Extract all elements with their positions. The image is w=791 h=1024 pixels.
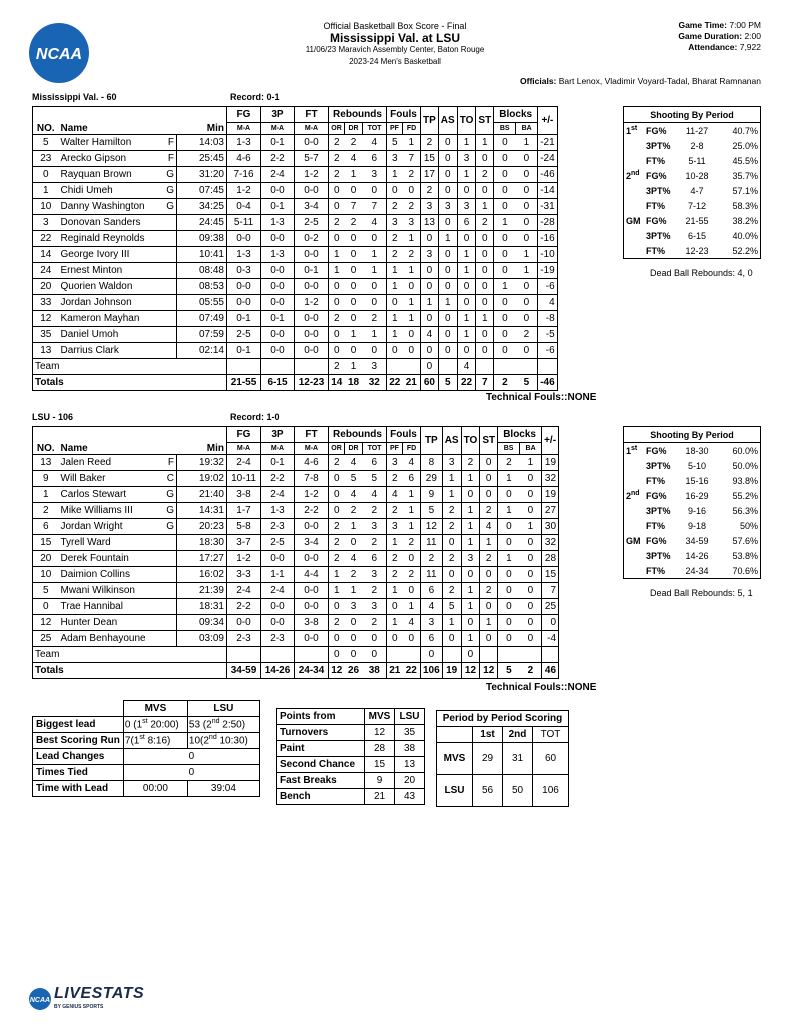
col-fg: FG [227,427,261,443]
game-venue: 11/06/23 Maravich Assembly Center, Baton Rouge [305,45,485,54]
report-type: Official Basketball Box Score - Final [323,21,467,31]
player-minutes: 21:40 [177,487,227,503]
team2-box-score: FG 3P FT Rebounds Fouls TP AS TO ST Blocks +/- NO. Name Min M-A M-A M-A OR DR TOT PF FD BS BA 13 Jalen Reed F 19:32 2-4 0-1 4-6 2 4 6 3 4 8 3 2 0 2 1 19 9 Will Baker C 19:02 10-11 2-2 7-8 0 5 5 2 6 29 1 1 0 1 0 32 1 Carlos Stewart G 21:40 3-8 2-4 1-2 0 4 4 4 1 9 1 0 0 0 0 19 2 Mike Williams III G 14:31 1-7 1-3 2-2 0 2 2 2 1 5 2 1 2 1 0 27 6 Jordan Wright G 20:23 5-8 2-3 0-0 2 1 3 3 1 12 2 1 4 0 1 30 15 Tyrell Ward 18:30 3-7 2-5 3-4 2 0 2 1 2 11 0 1 1 0 0 32 20 Derek Fountain 17:27 1-2 0-0 0-0 2 4 6 2 0 2 2 3 2 1 0 28 10 Daimion Collins 16:02 3-3 1-1 4-4 1 2 3 2 2 11 0 0 0 0 0 15 5 Mwani Wilkinson 21:39 2-4 2-4 0-0 1 1 2 1 0 6 2 1 2 0 0 7 0 Trae Hannibal 18:31 2-2 0-0 0-0 0 3 3 0 1 4 5 1 0 0 0 25 12 Hunter Dean 09:34 0-0 0-0 3-8 2 0 2 1 4 3 1 0 1 0 0 0 25 Adam Benhayoune 03:09 2-3 2-3 0-0 0 0 0 0 0 6 0 1 0 0 0 -4 Team 0 0 0 0 0 Totals 34-59 14-26 24-34 12 26 38 21 22 106 19 12 12 5 2 46 [32,426,559,679]
ncaa-logo-text: NCAA [35,46,83,63]
player-row: 12 Hunter Dean 09:34 0-0 0-0 3-8 2 0 2 1 4 3 1 0 1 0 0 0 [33,615,559,631]
period-shooting-row: 3PT% 2-8 25.0% [646,140,758,151]
player-name: Daimion Collins [59,567,177,583]
player-row: 24 Ernest Minton 08:48 0-3 0-0 0-1 1 0 1 1 1 0 0 1 0 0 1 -19 [33,263,558,279]
player-row: 12 Kameron Mayhan 07:49 0-1 0-1 0-0 2 0 2 1 1 0 0 1 1 0 0 -8 [33,311,558,327]
team1-technical-fouls: Technical Fouls::NONE [486,392,597,403]
player-minutes: 02:14 [177,343,227,359]
team1-dead-ball-rebounds: Dead Ball Rebounds: 4, 0 [650,268,753,278]
col-min: Min [177,123,227,135]
player-name: Kameron Mayhan [59,311,177,327]
col-fg: FG [227,107,261,123]
svg-text:NCAA: NCAA [29,997,51,1004]
col-name: Name [59,443,177,455]
col-min: Min [177,443,227,455]
totals-row: Totals 21-55 6-15 12-23 14 18 32 22 21 60 5 22 7 2 5 -46 [33,375,558,391]
player-position: G [166,521,174,532]
team1-box-score: FG 3P FT Rebounds Fouls TP AS TO ST Blocks +/- NO. Name Min M-A M-A M-A OR DR TOT PF FD BS BA 5 Walter Hamilton F 14:03 1-3 0-1 0-0 2 2 4 5 1 2 0 1 1 0 1 -21 23 Arecko Gipson F 25:45 4-6 2-2 5-7 2 4 6 3 7 15 0 3 0 0 0 -24 0 Rayquan Brown G 31:20 7-16 2-4 1-2 2 1 3 1 2 17 0 1 2 0 0 -46 1 Chidi Umeh G 07:45 1-2 0-0 0-0 0 0 0 0 0 2 0 0 0 0 0 -14 10 Danny Washington G 34:25 0-4 0-1 3-4 0 7 7 2 2 3 3 3 1 0 0 -31 3 Donovan Sanders 24:45 5-11 1-3 2-5 2 2 4 3 3 13 0 6 2 1 0 -28 22 Reginald Reynolds 09:38 0-0 0-0 0-2 0 0 0 2 1 0 1 0 0 0 0 -16 14 George Ivory III 10:41 1-3 1-3 0-0 1 0 1 2 2 3 0 1 0 0 1 -10 24 Ernest Minton 08:48 0-3 0-0 0-1 1 0 1 1 1 0 0 1 0 0 1 -19 20 Quorien Waldon 08:53 0-0 0-0 0-0 0 0 0 1 0 0 0 0 0 1 0 -6 33 Jordan Johnson 05:55 0-0 0-0 1-2 0 0 0 0 1 1 1 0 0 0 0 4 12 Kameron Mayhan 07:49 0-1 0-1 0-0 2 0 2 1 1 0 0 1 1 0 0 -8 35 Daniel Umoh 07:59 2-5 0-0 0-0 0 1 1 1 0 4 0 1 0 0 2 -5 13 Darrius Clark 02:14 0-1 0-0 0-0 0 0 0 0 0 0 0 0 0 0 0 -6 Team 2 1 3 0 4 Totals 21-55 6-15 12-23 14 18 32 22 21 60 5 22 7 2 5 -46 [32,106,558,391]
player-row: 22 Reginald Reynolds 09:38 0-0 0-0 0-2 0 0 0 2 1 0 1 0 0 0 0 -16 [33,231,558,247]
player-row: 10 Daimion Collins 16:02 3-3 1-1 4-4 1 2 3 2 2 11 0 0 0 0 0 15 [33,567,559,583]
player-minutes: 07:59 [177,327,227,343]
biggest-lead-lsu: 53 (2nd 2:50) [187,717,259,733]
officials-label: Officials: [520,76,557,86]
points-from-row: Turnovers 12 35 [277,725,425,741]
totals-label: Totals [33,375,227,391]
player-minutes: 31:20 [177,167,227,183]
player-number: 13 [33,455,59,471]
game-time-label: Game Time: [678,20,727,30]
player-number: 20 [33,551,59,567]
times-tied-label: Times Tied [33,765,124,781]
period-shooting-row: FT% 5-11 45.5% [646,155,758,166]
player-row: 2 Mike Williams III G 14:31 1-7 1-3 2-2 0 2 2 2 1 5 2 1 2 1 0 27 [33,503,559,519]
player-name: Daniel Umoh [59,327,177,343]
col-pm: +/- [542,427,559,455]
player-number: 1 [33,487,59,503]
player-number: 20 [33,279,59,295]
player-minutes: 18:31 [177,599,227,615]
player-position: F [167,457,174,468]
points-from-row: Bench 21 43 [277,789,425,805]
player-name: Mwani Wilkinson [59,583,177,599]
player-name: Reginald Reynolds [59,231,177,247]
best-run-mvs: 7(1st 8:16) [123,733,187,749]
game-duration: 2:00 [744,31,761,41]
player-number: 24 [33,263,59,279]
col-pm: +/- [538,107,557,135]
player-minutes: 34:25 [177,199,227,215]
player-number: 12 [33,615,59,631]
points-from-row: Second Chance 15 13 [277,757,425,773]
player-row: 3 Donovan Sanders 24:45 5-11 1-3 2-5 2 2 4 3 3 13 0 6 2 1 0 -28 [33,215,558,231]
player-number: 25 [33,631,59,647]
time-with-lead-label: Time with Lead [33,781,124,797]
period-scoring-row: LSU 56 50 106 [437,775,569,807]
biggest-lead-label: Biggest lead [33,717,124,733]
player-number: 0 [33,599,59,615]
game-time: 7:00 PM [729,20,761,30]
col-ft: FT [295,427,329,443]
player-position: G [166,505,174,516]
team1-shooting-by-period [623,106,761,259]
col-rebounds: Rebounds [329,107,387,123]
player-name: Quorien Waldon [59,279,177,295]
player-name: Trae Hannibal [59,599,177,615]
team1-record: Record: 0-1 [230,92,280,102]
period-shooting-row: 3PT% 9-16 56.3% [646,505,758,516]
biggest-lead-row [33,717,260,733]
best-run-label: Best Scoring Run [33,733,124,749]
team-row-label: Team [33,359,227,375]
player-number: 10 [33,567,59,583]
player-name: Arecko Gipson F [59,151,177,167]
player-position: C [166,473,174,484]
lead-changes-value: 0 [123,749,259,765]
player-row: 6 Jordan Wright G 20:23 5-8 2-3 0-0 2 1 3 3 1 12 2 1 4 0 1 30 [33,519,559,535]
col-as: AS [438,107,457,135]
period-shooting-row: FT% 12-23 52.2% [646,245,758,256]
player-position: F [167,137,174,148]
player-name: Darrius Clark [59,343,177,359]
player-name: George Ivory III [59,247,177,263]
player-minutes: 21:39 [177,583,227,599]
col-fouls: Fouls [387,427,421,443]
team-row-label: Team [33,647,227,663]
team-row: Team 2 1 3 0 4 [33,359,558,375]
player-minutes: 03:09 [177,631,227,647]
report-header [250,20,540,68]
col-no: NO. [33,123,59,135]
player-name: Chidi Umeh G [59,183,177,199]
col-to: TO [461,427,480,455]
player-name: Will Baker C [59,471,177,487]
col-st: ST [480,427,498,455]
player-number: 14 [33,247,59,263]
player-number: 12 [33,311,59,327]
player-number: 3 [33,215,59,231]
player-row: 35 Daniel Umoh 07:59 2-5 0-0 0-0 0 1 1 1 0 4 0 1 0 0 2 -5 [33,327,558,343]
season-label: 2023-24 Men's Basketball [349,57,441,66]
ncaa-logo [28,22,90,84]
player-name: Carlos Stewart G [59,487,177,503]
player-row: 23 Arecko Gipson F 25:45 4-6 2-2 5-7 2 4 6 3 7 15 0 3 0 0 0 -24 [33,151,558,167]
period-shooting-row: 1st FG% 18-30 60.0% [626,445,758,456]
player-minutes: 09:38 [177,231,227,247]
officials-names: Bart Lenox, Vladimir Voyard-Tadal, Bharat Ramnanan [558,76,761,86]
period-shooting-row: 3PT% 14-26 53.8% [646,550,758,561]
player-minutes: 07:45 [177,183,227,199]
team-row: Team 0 0 0 0 0 [33,647,559,663]
player-row: 0 Trae Hannibal 18:31 2-2 0-0 0-0 0 3 3 0 1 4 5 1 0 0 0 25 [33,599,559,615]
player-number: 2 [33,503,59,519]
player-row: 0 Rayquan Brown G 31:20 7-16 2-4 1-2 2 1 3 1 2 17 0 1 2 0 0 -46 [33,167,558,183]
player-row: 14 George Ivory III 10:41 1-3 1-3 0-0 1 0 1 2 2 3 0 1 0 0 1 -10 [33,247,558,263]
player-minutes: 16:02 [177,567,227,583]
player-number: 22 [33,231,59,247]
points-from-table: Points from MVS LSU Turnovers 12 35 Paint 28 38 Second Chance 15 13 Fast Breaks 9 20 Bench 21 43 [276,708,425,805]
genius-sports-text: BY GENIUS SPORTS [54,1004,104,1010]
team2-dead-ball-rebounds: Dead Ball Rebounds: 5, 1 [650,588,753,598]
team1-title: Mississippi Val. - 60 [32,92,117,102]
time-with-lead-lsu: 39:04 [187,781,259,797]
totals-label: Totals [33,663,227,679]
best-run-row [33,733,260,749]
col-st: ST [476,107,494,135]
player-position: G [166,169,174,180]
player-name: Rayquan Brown G [59,167,177,183]
livestats-logo [28,986,144,1012]
player-number: 9 [33,471,59,487]
player-name: Adam Benhayoune [59,631,177,647]
col-blocks: Blocks [494,107,538,123]
player-row: 20 Derek Fountain 17:27 1-2 0-0 0-0 2 4 6 2 0 2 2 3 2 1 0 28 [33,551,559,567]
player-row: 25 Adam Benhayoune 03:09 2-3 2-3 0-0 0 0 0 0 0 6 0 1 0 0 0 -4 [33,631,559,647]
lead-changes-label: Lead Changes [33,749,124,765]
player-row: 15 Tyrell Ward 18:30 3-7 2-5 3-4 2 0 2 1 2 11 0 1 1 0 0 32 [33,535,559,551]
player-position: G [166,201,174,212]
game-summary-table [32,700,260,797]
period-shooting-row: 2nd FG% 10-28 35.7% [626,170,758,181]
player-number: 35 [33,327,59,343]
player-minutes: 08:53 [177,279,227,295]
period-shooting-row: FT% 7-12 58.3% [646,200,758,211]
period-shooting-row: GM FG% 21-55 38.2% [626,215,758,226]
officials [520,76,761,86]
player-name: Jordan Wright G [59,519,177,535]
player-name: Jordan Johnson [59,295,177,311]
player-minutes: 09:34 [177,615,227,631]
time-with-lead-mvs: 00:00 [123,781,187,797]
player-number: 10 [33,199,59,215]
col-3p: 3P [261,427,295,443]
player-name: Mike Williams III G [59,503,177,519]
team2-technical-fouls: Technical Fouls::NONE [486,682,597,693]
col-as: AS [442,427,461,455]
player-number: 13 [33,343,59,359]
player-row: 5 Mwani Wilkinson 21:39 2-4 2-4 0-0 1 1 2 1 0 6 2 1 2 0 0 7 [33,583,559,599]
player-position: G [166,489,174,500]
player-row: 1 Chidi Umeh G 07:45 1-2 0-0 0-0 0 0 0 0 0 2 0 0 0 0 0 -14 [33,183,558,199]
period-scoring-table: Period by Period Scoring 1st 2nd TOT MVS 29 31 60 LSU 56 50 106 [436,710,569,807]
times-tied-value: 0 [123,765,259,781]
player-number: 0 [33,167,59,183]
col-to: TO [457,107,476,135]
team2-shooting-by-period [623,426,761,579]
livestats-text: LIVESTATS [54,985,145,1002]
shooting-by-period-title: Shooting By Period [624,427,760,443]
player-number: 6 [33,519,59,535]
totals-row: Totals 34-59 14-26 24-34 12 26 38 21 22 106 19 12 12 5 2 46 [33,663,559,679]
player-number: 23 [33,151,59,167]
best-run-lsu: 10(2nd 10:30) [187,733,259,749]
player-name: Hunter Dean [59,615,177,631]
period-shooting-row: GM FG% 34-59 57.6% [626,535,758,546]
player-number: 5 [33,135,59,151]
period-shooting-row: FT% 24-34 70.6% [646,565,758,576]
player-name: Ernest Minton [59,263,177,279]
col-tp: TP [421,107,439,135]
player-number: 15 [33,535,59,551]
player-minutes: 19:32 [177,455,227,471]
player-minutes: 17:27 [177,551,227,567]
player-name: Derek Fountain [59,551,177,567]
col-3p: 3P [261,107,295,123]
attendance-label: Attendance: [688,42,738,52]
player-minutes: 07:49 [177,311,227,327]
period-shooting-row: 1st FG% 11-27 40.7% [626,125,758,136]
player-position: G [166,185,174,196]
period-shooting-row: FT% 15-16 93.8% [646,475,758,486]
col-rebounds: Rebounds [329,427,387,443]
period-shooting-row: FT% 9-18 50% [646,520,758,531]
player-name: Walter Hamilton F [59,135,177,151]
player-row: 20 Quorien Waldon 08:53 0-0 0-0 0-0 0 0 0 1 0 0 0 0 0 1 0 -6 [33,279,558,295]
player-row: 10 Danny Washington G 34:25 0-4 0-1 3-4 0 7 7 2 2 3 3 3 1 0 0 -31 [33,199,558,215]
period-shooting-row: 3PT% 6-15 40.0% [646,230,758,241]
player-minutes: 25:45 [177,151,227,167]
player-number: 33 [33,295,59,311]
shooting-by-period-title: Shooting By Period [624,107,760,123]
period-shooting-row: 3PT% 4-7 57.1% [646,185,758,196]
player-row: 5 Walter Hamilton F 14:03 1-3 0-1 0-0 2 2 4 5 1 2 0 1 1 0 1 -21 [33,135,558,151]
col-ft: FT [295,107,329,123]
col-fouls: Fouls [387,107,421,123]
player-minutes: 08:48 [177,263,227,279]
player-row: 33 Jordan Johnson 05:55 0-0 0-0 1-2 0 0 0 0 1 1 1 0 0 0 0 4 [33,295,558,311]
biggest-lead-mvs: 0 (1st 20:00) [123,717,187,733]
player-row: 13 Jalen Reed F 19:32 2-4 0-1 4-6 2 4 6 3 4 8 3 2 0 2 1 19 [33,455,559,471]
player-name: Tyrell Ward [59,535,177,551]
points-from-row: Paint 28 38 [277,741,425,757]
player-minutes: 10:41 [177,247,227,263]
player-number: 5 [33,583,59,599]
player-minutes: 24:45 [177,215,227,231]
player-minutes: 19:02 [177,471,227,487]
player-minutes: 05:55 [177,295,227,311]
col-blocks: Blocks [498,427,542,443]
period-shooting-row: 3PT% 5-10 50.0% [646,460,758,471]
col-tp: TP [421,427,443,455]
summary-lsu-header: LSU [187,701,259,717]
attendance: 7,922 [739,42,761,52]
player-minutes: 18:30 [177,535,227,551]
game-duration-label: Game Duration: [678,31,743,41]
player-row: 9 Will Baker C 19:02 10-11 2-2 7-8 0 5 5 2 6 29 1 1 0 1 0 32 [33,471,559,487]
player-name: Danny Washington G [59,199,177,215]
player-minutes: 14:31 [177,503,227,519]
col-no: NO. [33,443,59,455]
ncaa-small-icon [28,987,52,1011]
period-scoring-row: MVS 29 31 60 [437,743,569,775]
period-shooting-row: 2nd FG% 16-29 55.2% [626,490,758,501]
summary-mvs-header: MVS [123,701,187,717]
player-name: Jalen Reed F [59,455,177,471]
player-minutes: 14:03 [177,135,227,151]
player-minutes: 20:23 [177,519,227,535]
game-title: Mississippi Val. at LSU [329,31,461,45]
team2-title: LSU - 106 [32,412,74,422]
col-name: Name [59,123,177,135]
game-info [678,20,761,53]
player-position: F [167,153,174,164]
points-from-row: Fast Breaks 9 20 [277,773,425,789]
player-number: 1 [33,183,59,199]
player-name: Donovan Sanders [59,215,177,231]
team2-record: Record: 1-0 [230,412,280,422]
player-row: 13 Darrius Clark 02:14 0-1 0-0 0-0 0 0 0 0 0 0 0 0 0 0 0 -6 [33,343,558,359]
player-row: 1 Carlos Stewart G 21:40 3-8 2-4 1-2 0 4 4 4 1 9 1 0 0 0 0 19 [33,487,559,503]
